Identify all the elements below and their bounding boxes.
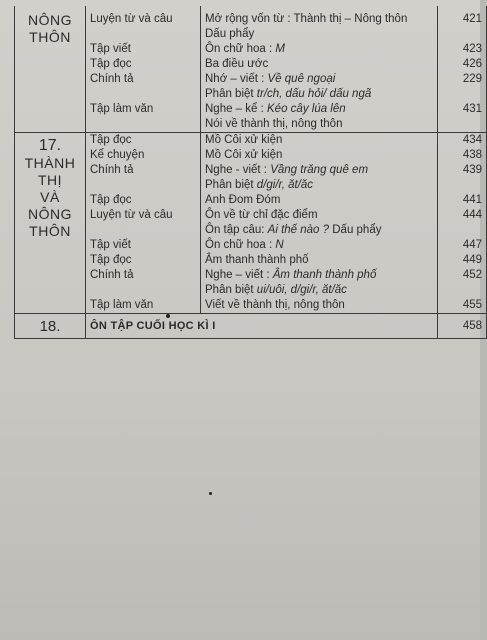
table-row <box>15 178 487 193</box>
ink-spot <box>209 492 212 495</box>
table-of-contents <box>14 6 487 339</box>
lesson-text: Phân biệt <box>205 88 257 100</box>
page-number: 434 <box>438 133 487 149</box>
lesson-cell <box>201 208 438 223</box>
subject-cell: Tập đọc <box>86 57 201 72</box>
lesson-text: Ba điều ước <box>205 58 269 70</box>
page-number: 441 <box>438 193 487 208</box>
lesson-text: Nghe - viết : <box>205 164 271 176</box>
lesson-cell <box>201 87 438 102</box>
unit-title-line: NÔNG <box>28 12 72 28</box>
table-row <box>15 117 487 133</box>
unit-title: ÔN TẬP CUỐI HỌC KÌ I <box>90 319 216 332</box>
subject-cell: Tập đọc <box>86 253 201 268</box>
lesson-text: Ôn về từ chỉ đặc điểm <box>205 209 318 221</box>
table-row <box>15 223 487 238</box>
subject-cell <box>86 178 201 193</box>
subject-cell: Tập viết <box>86 42 201 57</box>
table-row <box>15 238 487 253</box>
lesson-title-italic: M <box>275 43 285 55</box>
lesson-title-italic: N <box>275 239 284 251</box>
lesson-text: Anh Đom Đóm <box>205 194 281 206</box>
subject-cell: Tập làm văn <box>86 102 201 117</box>
unit-title-line: VÀ <box>40 189 60 205</box>
lesson-text: Nhớ – viết : <box>205 73 268 85</box>
lesson-title-italic: Âm thanh thành phố <box>272 269 377 281</box>
table-row <box>15 163 487 178</box>
lesson-text: Nói về thành thị, nông thôn <box>205 118 343 130</box>
page-number: 426 <box>438 57 487 72</box>
lesson-text: Viết về thành thị, nông thôn <box>205 299 345 311</box>
page-number: 438 <box>438 148 487 163</box>
lesson-text: Nghe – kể : <box>205 103 268 115</box>
subject-cell: Chính tả <box>86 72 201 87</box>
subject-cell: Tập viết <box>86 238 201 253</box>
page-number: 449 <box>438 253 487 268</box>
table-row <box>15 193 487 208</box>
page-number <box>438 223 487 238</box>
subject-cell: Tập đọc <box>86 193 201 208</box>
lesson-title-italic: tr/ch, dấu hỏi/ dấu ngã <box>256 88 372 100</box>
lesson-text: Phân biệt <box>205 284 257 296</box>
subject-cell <box>86 117 201 133</box>
ink-spot <box>166 314 170 318</box>
lesson-cell <box>201 298 438 314</box>
subject-cell: Tập làm văn <box>86 298 201 314</box>
page-number <box>438 283 487 298</box>
lesson-cell <box>201 223 438 238</box>
page-number <box>438 87 487 102</box>
page-number: 423 <box>438 42 487 57</box>
page-number: 458 <box>438 314 487 339</box>
table-row <box>15 102 487 117</box>
lesson-cell <box>201 193 438 208</box>
lesson-text: Mồ Côi xử kiện <box>205 149 283 161</box>
subject-cell: Luyện từ và câu <box>86 6 201 27</box>
lesson-title-italic: Về quê ngoại <box>267 73 336 85</box>
subject-cell: Luyện từ và câu <box>86 208 201 223</box>
table-row <box>15 87 487 102</box>
lesson-text: Ôn tập câu: <box>205 224 268 236</box>
lesson-text: Ôn chữ hoa : <box>205 43 276 55</box>
subject-cell: Chính tả <box>86 163 201 178</box>
lesson-text: Mở rộng vốn từ : Thành thị – Nông thôn <box>205 13 408 25</box>
table-row <box>15 148 487 163</box>
lesson-cell <box>201 238 438 253</box>
table-row <box>15 208 487 223</box>
lesson-cell <box>201 6 438 27</box>
lesson-title-italic: ui/uôi, d/gi/r, ăt/ăc <box>256 284 347 296</box>
page-number: 452 <box>438 268 487 283</box>
lesson-cell <box>201 27 438 42</box>
page-number: 439 <box>438 163 487 178</box>
unit-title-line: THÀNH <box>24 155 76 171</box>
lesson-cell <box>201 163 438 178</box>
lesson-cell <box>201 283 438 298</box>
subject-cell: Kể chuyện <box>86 148 201 163</box>
subject-cell <box>86 283 201 298</box>
lesson-cell <box>201 57 438 72</box>
table-row <box>15 42 487 57</box>
lesson-cell <box>201 72 438 87</box>
table-row <box>15 253 487 268</box>
unit-title-line: NÔNG <box>28 206 72 222</box>
subject-cell <box>86 223 201 238</box>
table-row <box>15 133 487 149</box>
page-number <box>438 27 487 42</box>
lesson-text: Phân biệt <box>205 179 257 191</box>
final-review-row <box>15 314 487 339</box>
unit-number: 18. <box>39 317 61 335</box>
lesson-cell <box>201 253 438 268</box>
page-number: 229 <box>438 72 487 87</box>
lesson-title-italic: Vầng trăng quê em <box>270 164 369 176</box>
table-row <box>15 27 487 42</box>
page-number: 444 <box>438 208 487 223</box>
table-row <box>15 268 487 283</box>
subject-cell: Chính tả <box>86 268 201 283</box>
lesson-text: Âm thanh thành phố <box>205 254 309 266</box>
subject-cell: Tập đọc <box>86 133 201 149</box>
lesson-cell <box>201 268 438 283</box>
lesson-cell <box>201 148 438 163</box>
unit-cell <box>15 6 86 133</box>
lesson-cell <box>201 178 438 193</box>
lesson-text: Nghe – viết : <box>205 269 273 281</box>
page-number: 431 <box>438 102 487 117</box>
lesson-text: Ôn chữ hoa : <box>205 239 276 251</box>
lesson-cell <box>201 133 438 149</box>
unit-number: 17. <box>38 137 62 154</box>
lesson-text-tail: Dấu phẩy <box>329 224 382 236</box>
lesson-text: Mồ Côi xử kiện <box>205 134 283 146</box>
page-number: 455 <box>438 298 487 314</box>
lesson-cell <box>201 42 438 57</box>
lesson-title-italic: Kéo cây lúa lên <box>267 103 346 115</box>
lesson-cell <box>201 102 438 117</box>
page-number <box>438 178 487 193</box>
table-row <box>15 57 487 72</box>
subject-cell <box>86 27 201 42</box>
unit-title-line: THỊ <box>37 172 63 188</box>
unit-title-line: THÔN <box>29 29 71 45</box>
lesson-text: Dấu phẩy <box>205 28 255 40</box>
page-number: 421 <box>438 6 487 27</box>
lesson-cell <box>201 117 438 133</box>
lesson-title-italic: d/gi/r, ăt/ăc <box>256 179 314 191</box>
table-row <box>15 283 487 298</box>
unit-title-line: THÔN <box>29 223 71 239</box>
table-row <box>15 6 487 27</box>
lesson-title-italic: Ai thế nào ? <box>267 224 330 236</box>
subject-cell <box>86 87 201 102</box>
table-row <box>15 298 487 314</box>
unit-cell <box>15 133 86 314</box>
table-row <box>15 72 487 87</box>
page-number: 447 <box>438 238 487 253</box>
page-number <box>438 117 487 133</box>
